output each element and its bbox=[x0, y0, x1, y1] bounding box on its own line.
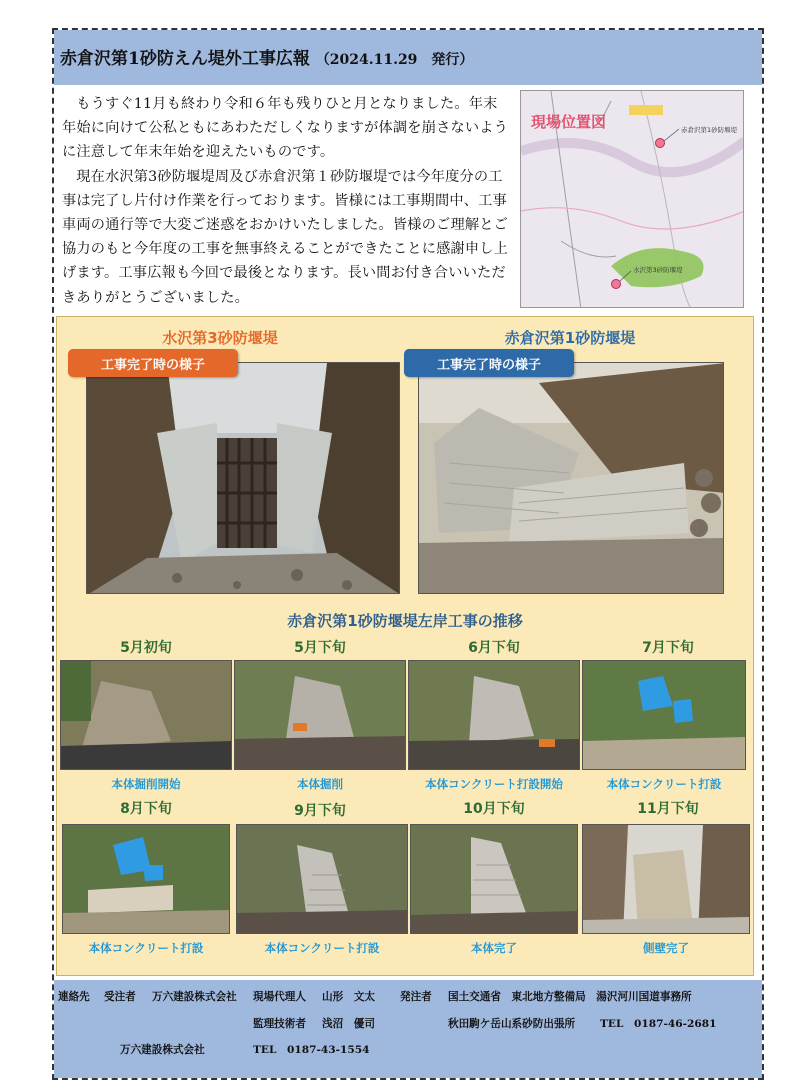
progress-caption-3: 本体コンクリート打設開始 bbox=[425, 777, 563, 791]
mizusawa-dam-photo bbox=[86, 362, 400, 594]
progress-drawing-1 bbox=[61, 661, 232, 770]
progress-caption-6: 本体コンクリート打設 bbox=[264, 941, 380, 955]
progress-title: 赤倉沢第1砂防堰堤左岸工事の推移 bbox=[287, 612, 523, 630]
contact-label: 連絡先 bbox=[58, 991, 90, 1003]
intro-text bbox=[62, 92, 510, 310]
map-label-mizusawa: 水沢第3砂防堰堤 bbox=[633, 266, 683, 274]
month-label-5: 8月下旬 bbox=[120, 801, 172, 817]
intro-paragraph-1: もうすぐ11月も終わり令和６年も残りひと月となりました。年末年始に向けて公私ともにあわただしくなりますが体調を崩さないように注意して年末年始を迎えたいものです。 bbox=[62, 96, 509, 161]
page-title bbox=[60, 44, 473, 69]
progress-drawing-6 bbox=[237, 825, 408, 934]
month-label-1: 5月初旬 bbox=[120, 640, 172, 656]
map-label-akakura: 赤倉沢第1砂防堰堤 bbox=[681, 126, 738, 134]
contractor-name: 万六建設株式会社 bbox=[152, 991, 237, 1003]
office-tel: TEL 0187-46-2681 bbox=[600, 1018, 717, 1030]
office-name: 秋田駒ケ岳山系砂防出張所 bbox=[448, 1018, 576, 1030]
month-label-8: 11月下旬 bbox=[637, 801, 699, 817]
site-agent-label: 現場代理人 bbox=[253, 991, 306, 1003]
akakura-photo-drawing bbox=[419, 363, 724, 594]
progress-drawing-3 bbox=[409, 661, 580, 770]
client-name: 国土交通省 東北地方整備局 湯沢河川国道事務所 bbox=[448, 991, 692, 1003]
progress-photo-5 bbox=[62, 824, 230, 934]
site-agent-name: 山形 文太 bbox=[322, 991, 375, 1003]
intro-paragraph-2: 現在水沢第3砂防堰堤周及び赤倉沢第１砂防堰堤では今年度分の工事は完了し片付け作業を行っております。皆様には工事期間中、工事車両の通行等で大変ご迷惑をおかけいたしました。皆様のご理解とご協力のもと今年度の工事を無事終えることができたことに感謝申し上げます。工事広報も今回で最後となります。長い間お付き合いいただきありがとうございました。 bbox=[62, 168, 509, 306]
title-text: 赤倉沢第1砂防えん堤外工事広報 bbox=[60, 49, 310, 69]
progress-drawing-8 bbox=[583, 825, 750, 934]
mizusawa-photo-drawing bbox=[87, 363, 400, 594]
month-label-6: 9月下旬 bbox=[294, 803, 346, 819]
contractor-label: 受注者 bbox=[104, 991, 136, 1003]
issue-date: （2024.11.29 発行） bbox=[315, 52, 474, 68]
month-label-2: 5月下旬 bbox=[294, 640, 346, 656]
company-name: 万六建設株式会社 bbox=[120, 1044, 205, 1056]
month-label-3: 6月下旬 bbox=[468, 640, 520, 656]
right-site-title: 赤倉沢第1砂防堰堤 bbox=[504, 329, 636, 347]
progress-drawing-4 bbox=[583, 661, 746, 770]
progress-caption-1: 本体掘削開始 bbox=[111, 777, 181, 791]
progress-drawing-7 bbox=[411, 825, 578, 934]
progress-photo-6 bbox=[236, 824, 408, 934]
left-site-title: 水沢第3砂防堰堤 bbox=[162, 329, 278, 347]
progress-photo-2 bbox=[234, 660, 406, 770]
progress-photo-8 bbox=[582, 824, 750, 934]
progress-caption-8: 側壁完了 bbox=[643, 941, 689, 955]
progress-caption-2: 本体掘削 bbox=[297, 777, 343, 791]
progress-drawing-2 bbox=[235, 661, 406, 770]
location-map bbox=[520, 90, 744, 308]
company-tel: TEL 0187-43-1554 bbox=[253, 1044, 370, 1056]
progress-photo-4 bbox=[582, 660, 746, 770]
progress-drawing-5 bbox=[63, 825, 230, 934]
supervisor-label: 監理技術者 bbox=[253, 1018, 306, 1030]
left-completion-badge: 工事完了時の様子 bbox=[68, 349, 238, 377]
progress-caption-7: 本体完了 bbox=[471, 941, 517, 955]
right-completion-badge: 工事完了時の様子 bbox=[404, 349, 574, 377]
progress-caption-4: 本体コンクリート打設 bbox=[606, 777, 722, 791]
supervisor-name: 浅沼 優司 bbox=[322, 1018, 375, 1030]
progress-photo-3 bbox=[408, 660, 580, 770]
akakura-dam-photo bbox=[418, 362, 724, 594]
month-label-4: 7月下旬 bbox=[642, 640, 694, 656]
progress-photo-7 bbox=[410, 824, 578, 934]
client-label: 発注者 bbox=[400, 991, 432, 1003]
progress-caption-5: 本体コンクリート打設 bbox=[88, 941, 204, 955]
progress-photo-1 bbox=[60, 660, 232, 770]
month-label-7: 10月下旬 bbox=[463, 801, 525, 817]
map-title: 現場位置図 bbox=[531, 113, 607, 131]
